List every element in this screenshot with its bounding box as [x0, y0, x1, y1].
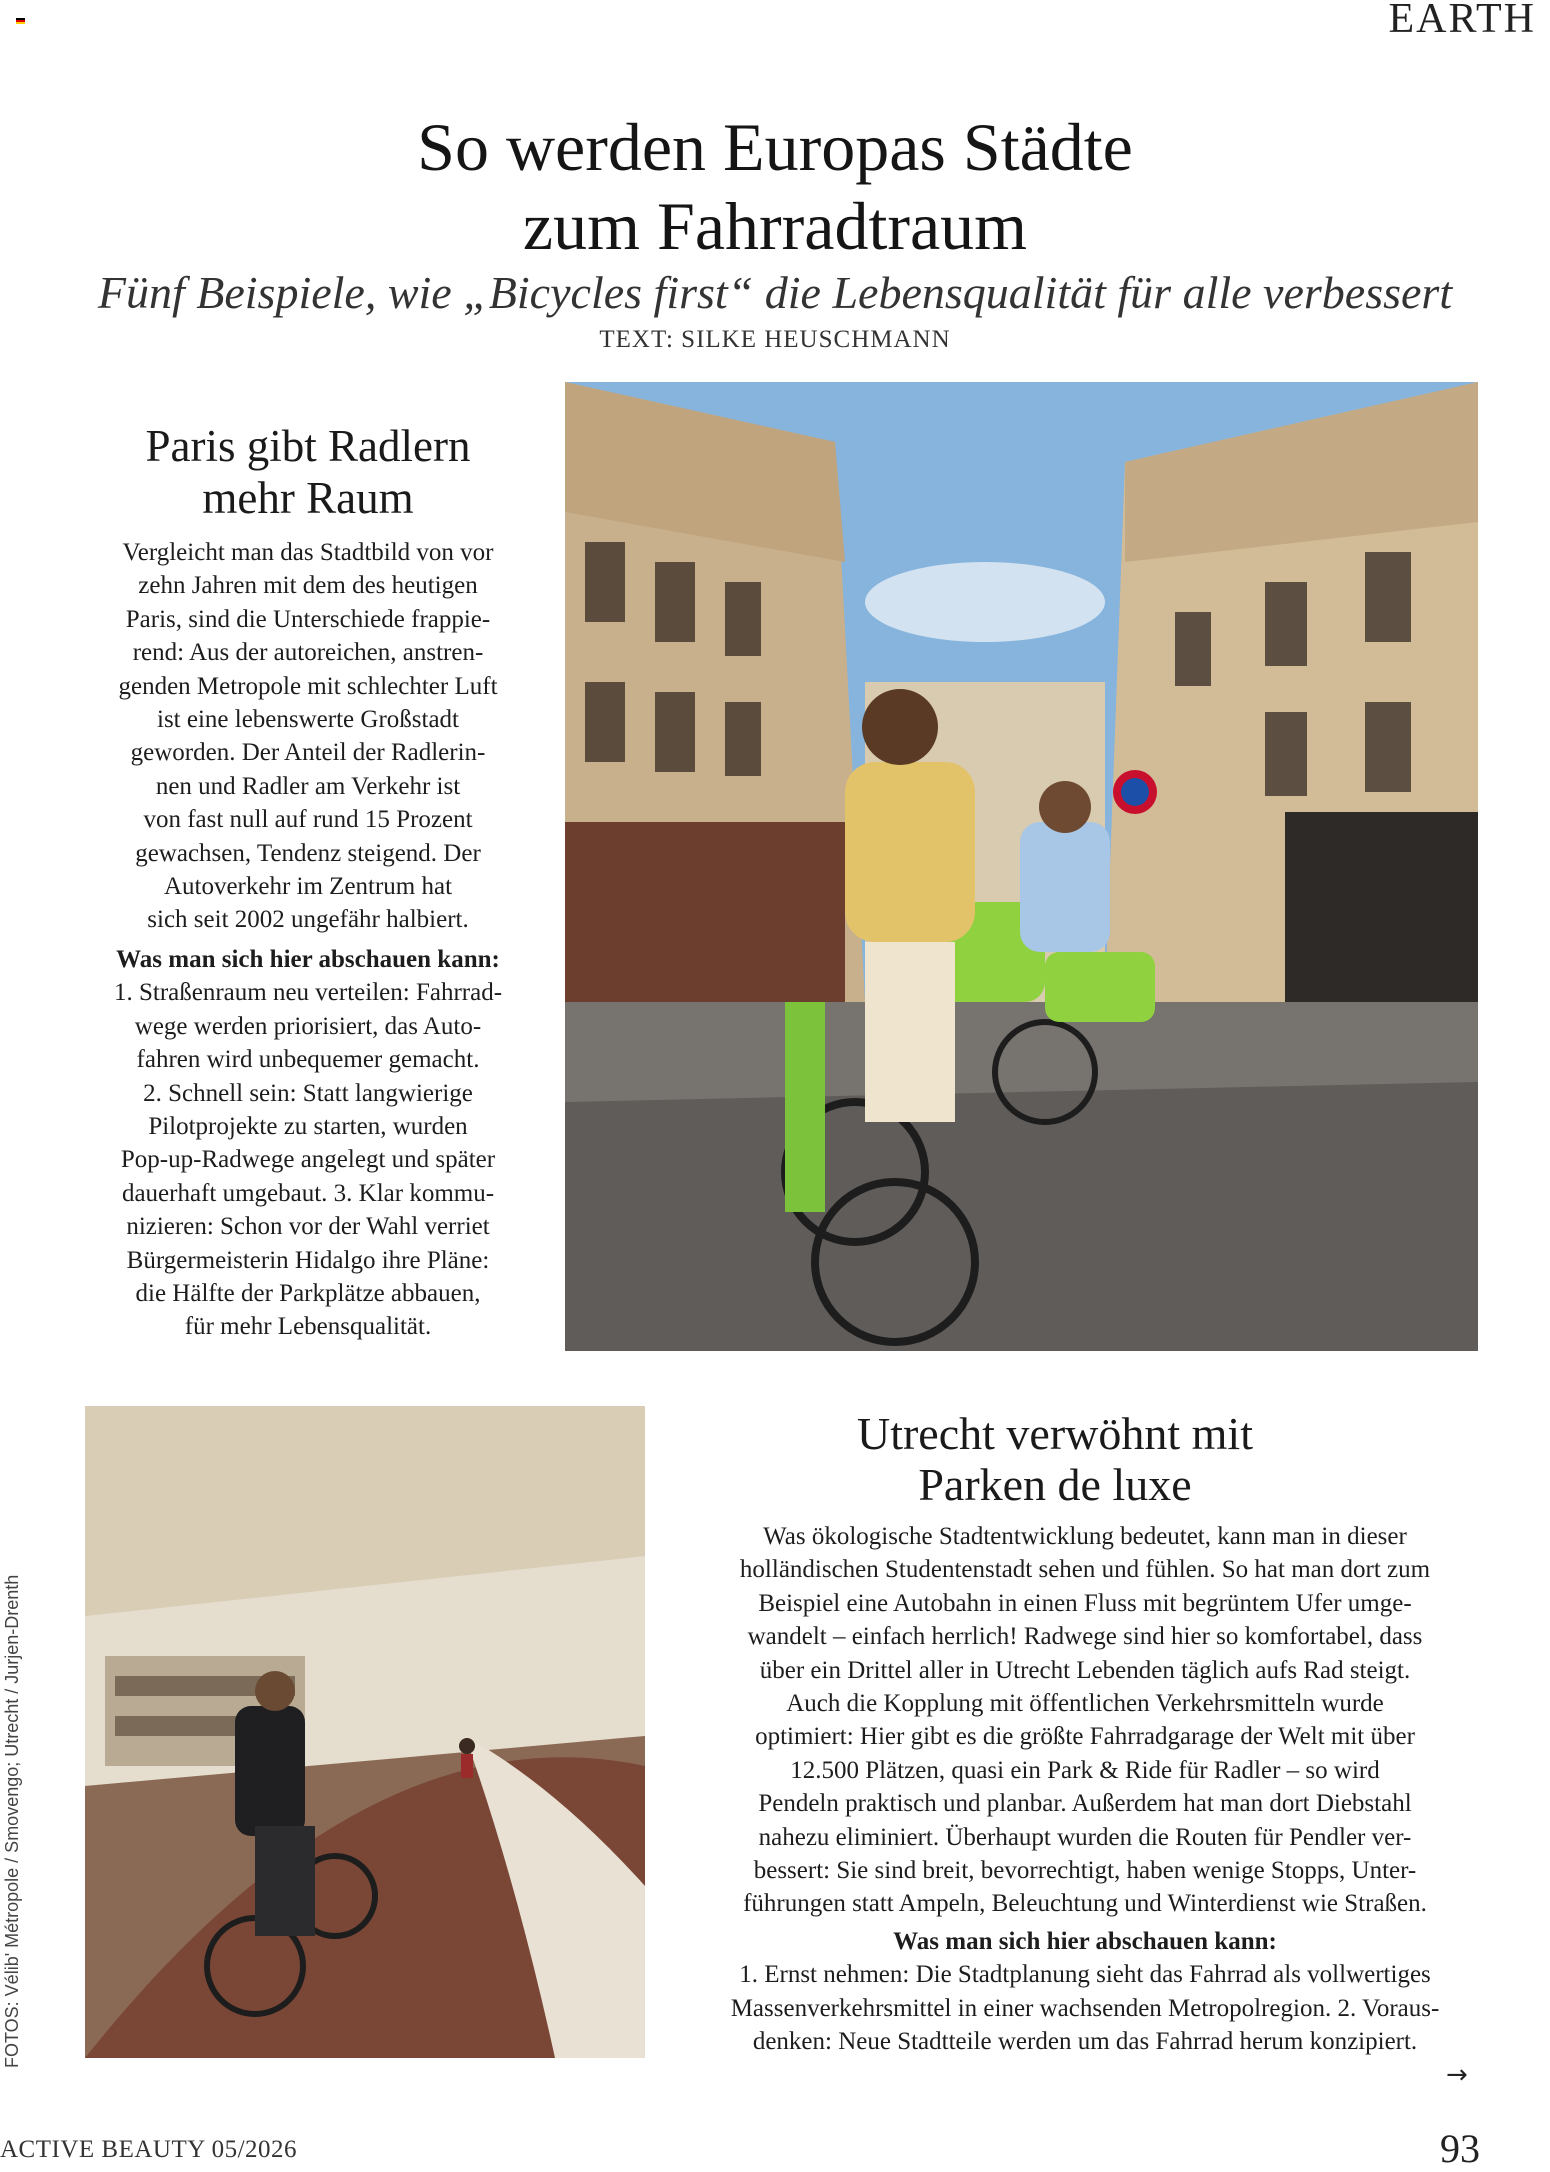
text-line: Vergleicht man das Stadtbild von vor	[122, 539, 494, 566]
paris-street-photo	[565, 382, 1478, 1351]
text-line: Bürgermeisterin Hidalgo ihre Pläne:	[126, 1246, 490, 1274]
article-byline: TEXT: SILKE HEUSCHMANN	[599, 326, 951, 353]
text-line: nahezu eliminiert. Überhaupt wurden die Routen für Pendler ver-	[758, 1823, 1412, 1851]
text-line: Paris, sind die Unterschiede frappie-	[125, 605, 491, 633]
heading-line: Paris gibt Radlern	[145, 421, 471, 471]
text-line: die Hälfte der Parkplätze abbauen,	[135, 1279, 481, 1307]
text-line: wandelt – einfach herrlich! Radwege sind hier so komfortabel, dass	[747, 1623, 1423, 1651]
paris-section	[58, 420, 558, 1344]
text-line: wege werden priorisiert, das Auto-	[134, 1012, 482, 1040]
paris-street-illustration	[565, 382, 1478, 1351]
text-line: denken: Neue Stadtteile werden um das Fahrrad herum konzipiert.	[752, 2028, 1418, 2056]
text-line: optimiert: Hier gibt es die größte Fahrradgarage der Welt mit über	[755, 1723, 1415, 1751]
paris-body	[58, 536, 558, 937]
text-line: Was ökologische Stadtentwicklung bedeutet, kann man in dieser	[763, 1523, 1407, 1550]
arrow-right-icon[interactable]: →	[1446, 2060, 1468, 2090]
text-line: Pendeln praktisch und planbar. Außerdem hat man dort Diebstahl	[758, 1790, 1412, 1818]
text-line: für mehr Lebensqualität.	[184, 1313, 432, 1341]
text-line: Autoverkehr im Zentrum hat	[163, 873, 453, 901]
text-line: zehn Jahren mit dem des heutigen	[138, 572, 478, 600]
text-line: 2. Schnell sein: Statt langwierige	[143, 1079, 473, 1107]
text-line: genden Metropole mit schlechter Luft	[118, 672, 498, 700]
utrecht-body	[640, 1520, 1530, 1921]
tips-heading: Was man sich hier abschauen kann:	[116, 945, 500, 973]
magazine-issue: ACTIVE BEAUTY 05/2026	[0, 2136, 298, 2163]
heading-line: Utrecht verwöhnt mit	[856, 1408, 1253, 1459]
utrecht-heading	[580, 1408, 1530, 1510]
section-label: EARTH	[1388, 0, 1536, 42]
text-line: gewachsen, Tendenz steigend. Der	[135, 839, 481, 867]
text-line: über ein Drittel aller in Utrecht Lebenden täglich aufs Rad steigt.	[759, 1656, 1411, 1684]
paris-heading	[58, 420, 558, 524]
text-line: Pilotprojekte zu starten, wurden	[148, 1112, 468, 1140]
text-line: Beispiel eine Autobahn in einen Fluss mit begrüntem Ufer umge-	[758, 1589, 1412, 1617]
text-line: führungen statt Ampeln, Beleuchtung und Winterdienst wie Straßen.	[743, 1890, 1427, 1918]
text-line: geworden. Der Anteil der Radlerin-	[130, 739, 486, 767]
heading-line: mehr Raum	[202, 473, 414, 523]
text-line: sich seit 2002 ungefähr halbiert.	[147, 906, 469, 934]
text-line: Pop-up-Radwege angelegt und später	[120, 1146, 496, 1174]
page-number: 93	[1440, 2126, 1480, 2171]
tips-heading: Was man sich hier abschauen kann:	[893, 1927, 1277, 1955]
text-line: 1. Straßenraum neu verteilen: Fahrrad-	[113, 979, 503, 1007]
text-line: Massenverkehrsmittel in einer wachsenden Metropolregion. 2. Voraus-	[730, 1994, 1440, 2022]
text-line: holländischen Studentenstadt sehen und fühlen. So hat man dort zum	[739, 1556, 1431, 1584]
article-subtitle: Fünf Beispiele, wie „Bicycles first“ die Lebensqualität für alle verbessert	[97, 267, 1453, 318]
flag-icon	[16, 18, 25, 24]
title-line: So werden Europas Städte	[417, 109, 1133, 185]
paris-tips	[58, 943, 558, 1344]
text-line: nen und Radler am Verkehr ist	[155, 772, 461, 800]
text-line: nizieren: Schon vor der Wahl verriet	[126, 1213, 490, 1241]
article-title	[0, 108, 1550, 266]
text-line: 1. Ernst nehmen: Die Stadtplanung sieht das Fahrrad als vollwertiges	[739, 1961, 1431, 1989]
utrecht-tips	[640, 1925, 1530, 2059]
text-line: dauerhaft umgebaut. 3. Klar kommu-	[121, 1179, 495, 1207]
text-line: bessert: Sie sind breit, bevorrechtigt, haben wenige Stopps, Unter-	[753, 1857, 1417, 1885]
photo-credits: FOTOS: Vélib' Métropole / Smovengo; Utrecht / Jurjen-Drenth	[2, 1574, 22, 2068]
text-line: von fast null auf rund 15 Prozent	[143, 806, 473, 834]
heading-line: Parken de luxe	[918, 1459, 1192, 1510]
utrecht-garage-illustration	[85, 1406, 645, 2058]
title-line: zum Fahrradtraum	[522, 188, 1028, 264]
flag-stripe	[16, 22, 25, 24]
text-line: fahren wird unbequemer gemacht.	[136, 1046, 480, 1074]
utrecht-garage-photo	[85, 1406, 645, 2058]
text-line: 12.500 Plätzen, quasi ein Park & Ride für Radler – so wird	[790, 1756, 1380, 1784]
text-line: Auch die Kopplung mit öffentlichen Verkehrsmitteln wurde	[786, 1690, 1384, 1718]
text-line: ist eine lebenswerte Großstadt	[157, 706, 459, 734]
text-line: rend: Aus der autoreichen, anstren-	[132, 639, 484, 667]
utrecht-section	[640, 1408, 1530, 2059]
